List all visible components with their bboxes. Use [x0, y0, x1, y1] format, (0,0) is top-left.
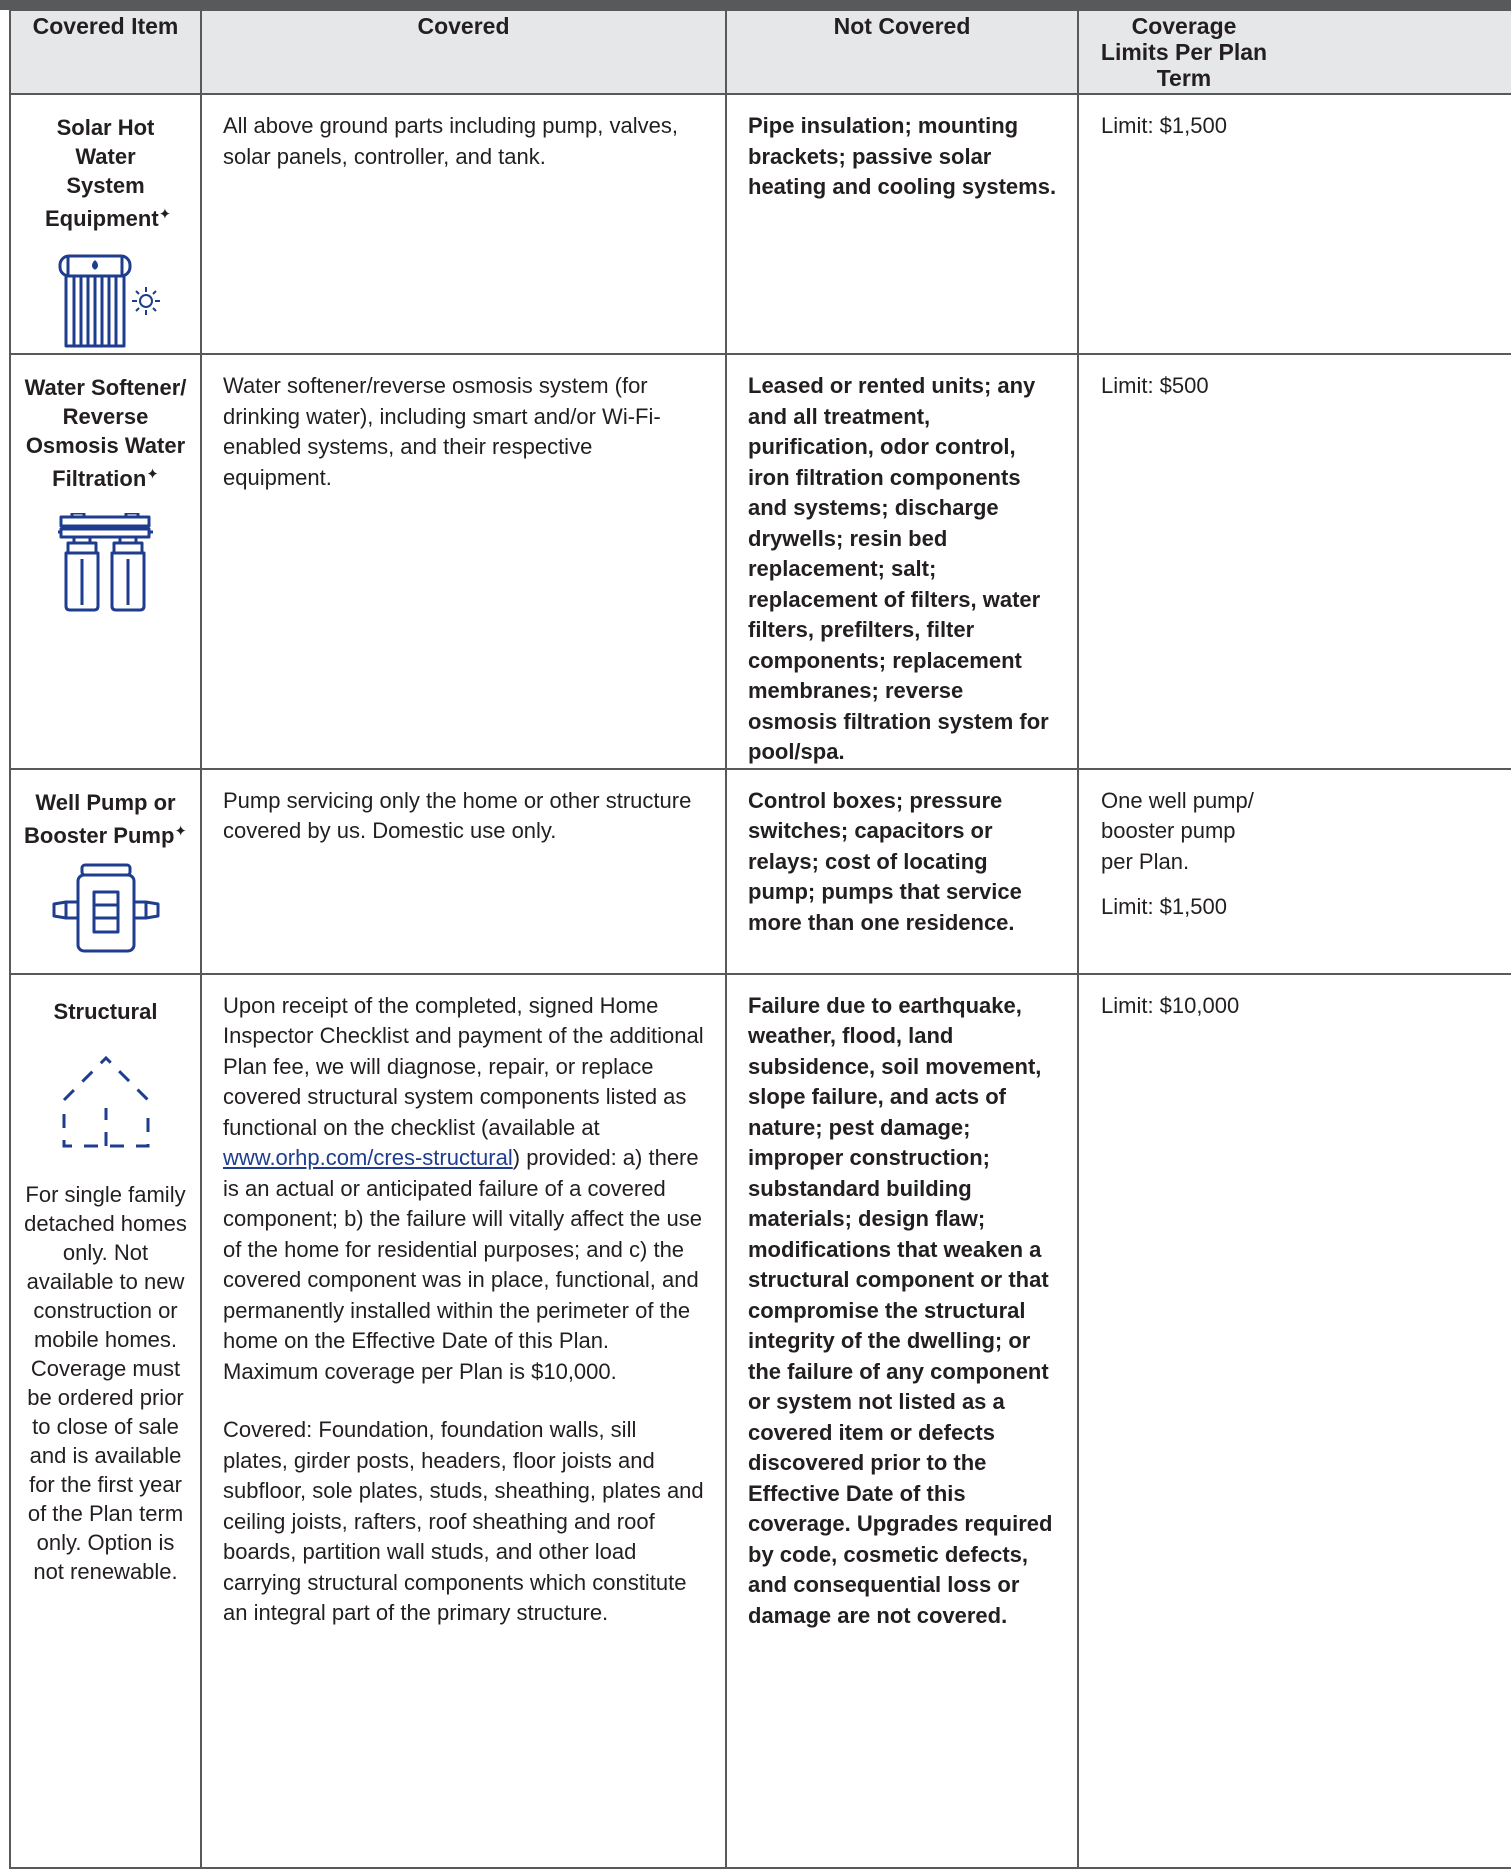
not-covered-cell: Failure due to earthquake, weather, flood, land subsidence, soil movement, slope failure, and acts of nature; pest damage; improper construction; substandard building materials; design flaw; modifications that weaken a structural component or that compromise the structural integrity of the dwelling; or the failure of any component or system not listed as a covered item or defects discovered prior to the Effective Date of this coverage. Upgrades required by code, cosmetic defects, and consequential loss or damage are not covered. — [726, 974, 1078, 1869]
limit-cell: Limit: $10,000 — [1078, 974, 1511, 1869]
item-name-wrap — [17, 788, 194, 850]
item-mark: ✦ — [146, 466, 159, 483]
item-name: Well Pump or Booster Pump — [24, 789, 176, 848]
not-covered-cell: Control boxes; pressure switches; capacitors or relays; cost of locating pump; pumps that service more than one residence. — [726, 769, 1078, 974]
covered-paragraph-2: Covered: Foundation, foundation walls, sill plates, girder posts, headers, floor joists and subfloor, sole plates, studs, sheathing, plates and ceiling joists, rafters, roof sheathing and roof boards, partition wall studs, and other load carrying structural components which constitute an integral part of the primary structure. — [223, 1417, 704, 1625]
limit-cell: Limit: $500 — [1078, 354, 1511, 769]
structural-checklist-link[interactable]: www.orhp.com/cres-structural — [223, 1145, 513, 1170]
not-covered-cell: Leased or rented units; any and all treatment, purification, odor control, iron filtration components and systems; discharge drywells; resin bed replacement; salt; replacement of filters, water filters, prefilters, filter components; replacement membranes; reverse osmosis filtration system for pool/spa. — [726, 354, 1078, 769]
covered-text-after-link: ) provided: a) there is an actual or anticipated failure of a covered component; b) the failure will vitally affect the use of the home for residential purposes; and c) the covered component was in place, functional, and permanently installed within the perimeter of the home on the Effective Date of this Plan. Maximum coverage per Plan is $10,000. — [223, 1145, 702, 1384]
well-pump-icon — [50, 862, 162, 958]
item-name-wrap — [17, 373, 194, 493]
covered-cell — [201, 974, 726, 1869]
header-covered-item: Covered Item — [10, 10, 201, 94]
covered-cell: Pump servicing only the home or other structure covered by us. Domestic use only. — [201, 769, 726, 974]
table-row-well-pump — [10, 769, 1511, 974]
table-row-solar — [10, 94, 1511, 354]
covered-item-cell — [10, 354, 201, 769]
covered-item-cell — [10, 94, 201, 354]
coverage-table — [9, 9, 1511, 1869]
header-coverage-limits-label: Coverage Limits Per Plan Term — [1100, 13, 1268, 91]
water-filter-icon — [58, 513, 154, 613]
solar-water-heater-icon — [46, 253, 166, 353]
item-name: Structural — [53, 998, 158, 1024]
item-name: Water Softener/ Reverse Osmosis Water Filtration — [24, 375, 187, 491]
item-mark: ✦ — [174, 822, 187, 840]
header-covered: Covered — [201, 10, 726, 94]
header-row — [10, 10, 1511, 94]
structural-eligibility-note: For single family detached homes only. Not available to new construction or mobile homes. Coverage must be ordered prior to close of sale and is available for the first year of the Plan term only. Option is not renewable. — [24, 1181, 187, 1584]
limit-value: Limit: $1,500 — [1101, 894, 1227, 919]
limit-note: One well pump/ booster pump per Plan. — [1101, 787, 1254, 874]
limit-cell — [1078, 769, 1511, 974]
covered-cell: All above ground parts including pump, valves, solar panels, controller, and tank. — [201, 94, 726, 354]
dashed-house-icon — [51, 1042, 161, 1152]
covered-item-cell — [10, 974, 201, 1869]
item-mark: ✦ — [158, 206, 172, 223]
covered-cell: Water softener/reverse osmosis system (for drinking water), including smart and/or Wi-Fi-enabled systems, and their respective equipment. — [201, 354, 726, 769]
header-coverage-limits — [1078, 10, 1511, 94]
not-covered-cell: Pipe insulation; mounting brackets; passive solar heating and cooling systems. — [726, 94, 1078, 354]
item-name: Solar Hot Water System Equipment — [45, 115, 159, 231]
table-row-water-softener — [10, 354, 1511, 769]
limit-cell: Limit: $1,500 — [1078, 94, 1511, 354]
header-not-covered: Not Covered — [726, 10, 1078, 94]
covered-text-before-link: Upon receipt of the completed, signed Home Inspector Checklist and payment of the additional Plan fee, we will diagnose, repair, or replace covered structural system components listed as functional on the checklist (available at — [223, 992, 704, 1140]
covered-item-cell — [10, 769, 201, 974]
table-row-structural — [10, 974, 1511, 1869]
covered-paragraph-1 — [223, 991, 705, 1388]
item-name-wrap — [17, 113, 194, 233]
